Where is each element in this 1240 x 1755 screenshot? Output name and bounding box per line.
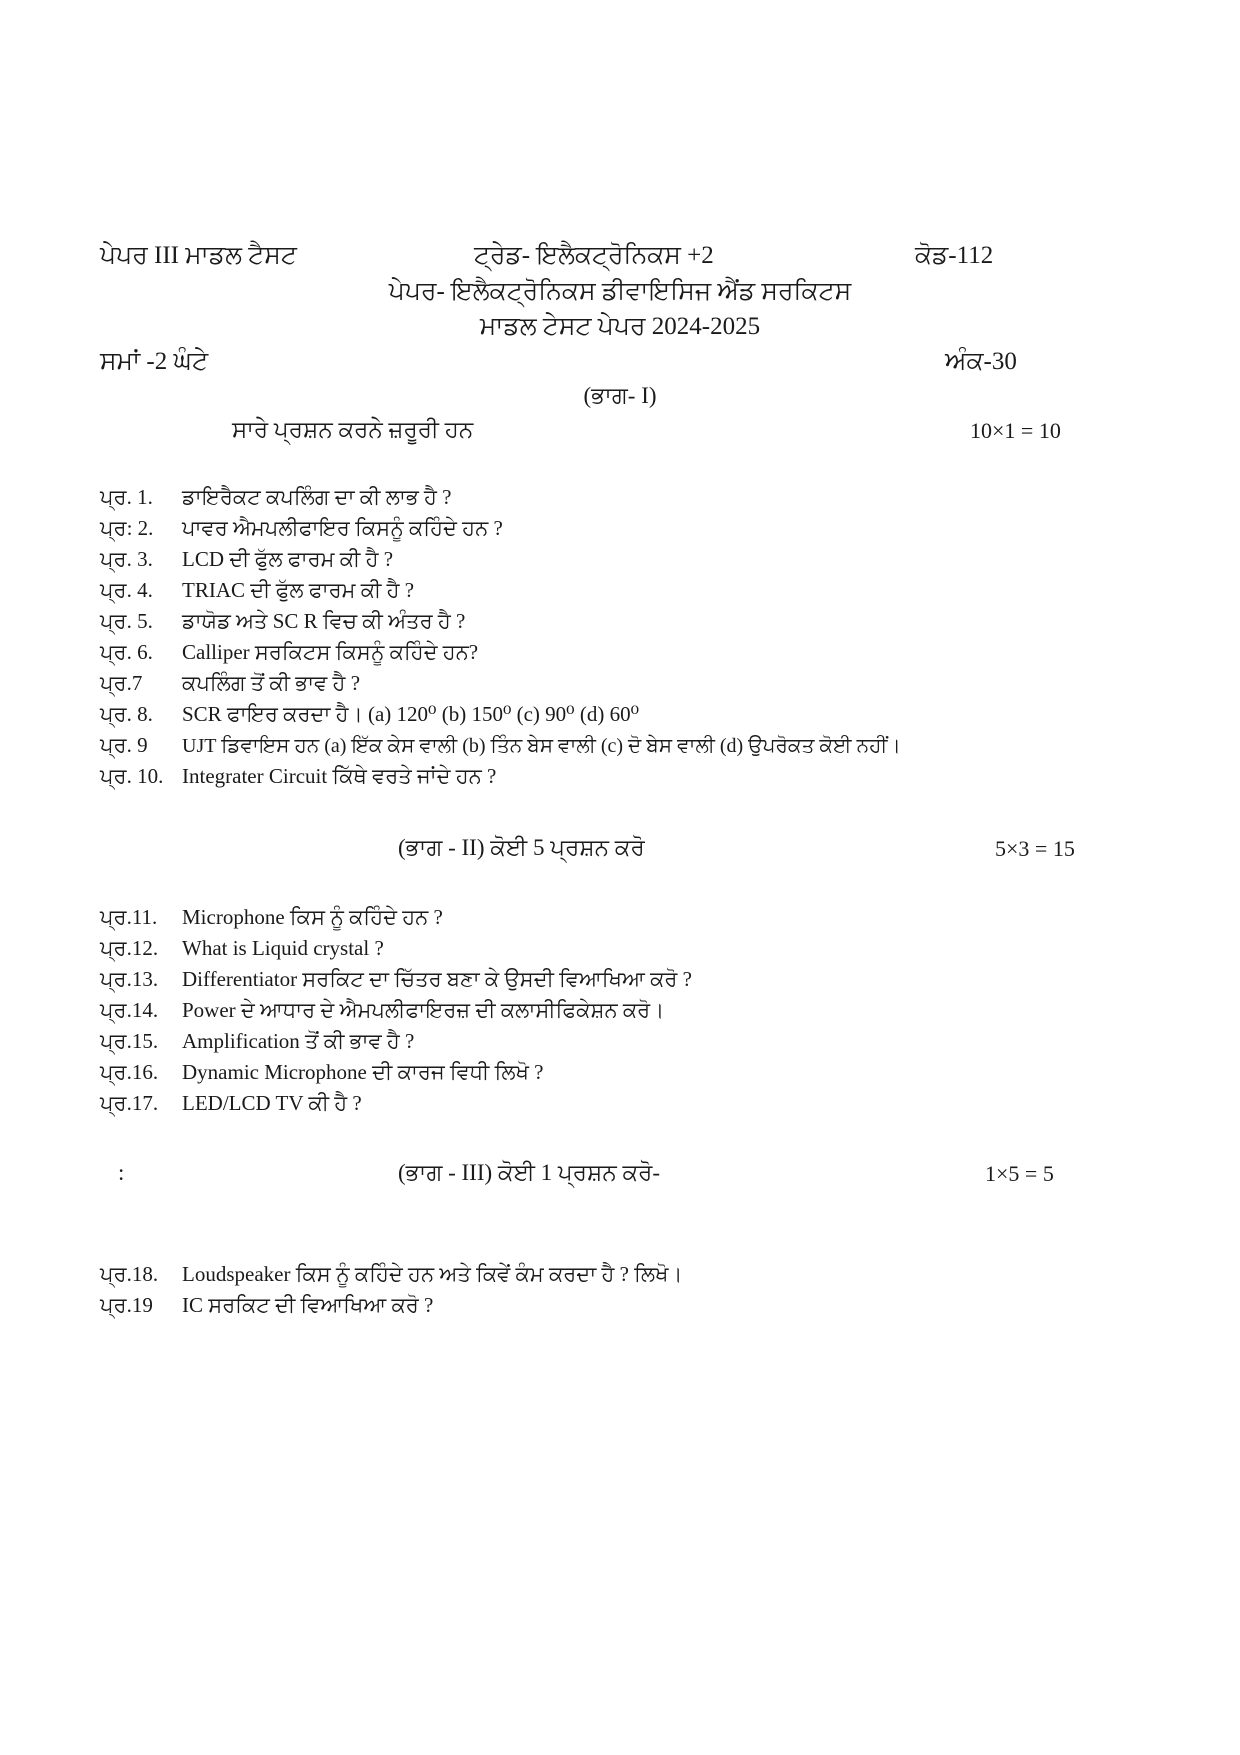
question-17 xyxy=(100,1091,362,1119)
question-number: ਪ੍ਰ.17. xyxy=(100,1091,159,1115)
part1-marks: 10×1 = 10 xyxy=(970,418,1061,443)
question-4 xyxy=(100,578,414,606)
question-number: ਪ੍ਰ.7 xyxy=(100,671,143,695)
question-number: ਪ੍ਰ.11. xyxy=(100,905,158,929)
question-number: ਪ੍ਰ.13. xyxy=(100,967,159,991)
question-18 xyxy=(100,1262,683,1290)
question-3 xyxy=(100,547,393,575)
question-number: ਪ੍ਰ. 3. xyxy=(100,547,153,571)
question-12 xyxy=(100,936,384,964)
question-text: Calliper ਸਰਕਿਟਸ ਕਿਸਨੂੰ ਕਹਿੰਦੇ ਹਨ? xyxy=(182,640,479,664)
question-number: ਪ੍ਰ.14. xyxy=(100,998,159,1022)
question-number: ਪ੍ਰ: 2. xyxy=(100,516,154,540)
part2-title: (ਭਾਗ - II) ਕੋਈ 5 ਪ੍ਰਸ਼ਨ ਕਰੋ xyxy=(398,835,645,860)
question-number: ਪ੍ਰ.16. xyxy=(100,1060,159,1084)
question-11 xyxy=(100,905,443,933)
total-marks: ਅੰਕ-30 xyxy=(945,348,1017,375)
question-7 xyxy=(100,671,360,699)
question-text: Microphone ਕਿਸ ਨੂੰ ਕਹਿੰਦੇ ਹਨ ? xyxy=(182,905,443,929)
part1-title: (ਭਾਗ- I) xyxy=(583,383,657,408)
question-text: What is Liquid crystal ? xyxy=(182,936,384,960)
question-9 xyxy=(100,733,901,761)
question-number: ਪ੍ਰ. 6. xyxy=(100,640,153,664)
question-text: SCR ਫਾਇਰ ਕਰਦਾ ਹੈ। (a) 120⁰ (b) 150⁰ (c) 90⁰ (d) 60⁰ xyxy=(182,702,639,726)
question-number: ਪ੍ਰ. 10. xyxy=(100,764,164,788)
question-text: ਡਾਇਰੈਕਟ ਕਪਲਿੰਗ ਦਾ ਕੀ ਲਾਭ ਹੈ ? xyxy=(182,485,452,509)
question-text: Amplification ਤੋਂ ਕੀ ਭਾਵ ਹੈ ? xyxy=(182,1029,415,1053)
question-15 xyxy=(100,1029,414,1057)
question-5 xyxy=(100,609,465,637)
question-19 xyxy=(100,1293,433,1321)
question-6 xyxy=(100,640,478,668)
question-text: LCD ਦੀ ਫੁੱਲ ਫਾਰਮ ਕੀ ਹੈ ? xyxy=(182,547,394,571)
question-1 xyxy=(100,485,452,513)
question-10 xyxy=(100,764,496,792)
question-text: Loudspeaker ਕਿਸ ਨੂੰ ਕਹਿੰਦੇ ਹਨ ਅਤੇ ਕਿਵੇਂ ਕੰਮ ਕਰਦਾ ਹੈ ? ਲਿਖੋ। xyxy=(182,1262,683,1286)
time-label: ਸਮਾਂ -2 ਘੰਟੇ xyxy=(100,348,209,375)
part3-marks: 1×5 = 5 xyxy=(985,1161,1054,1186)
paper-label: ਪੇਪਰ III ਮਾਡਲ ਟੈਸਟ xyxy=(100,242,297,269)
part3-title: (ਭਾਗ - III) ਕੋਈ 1 ਪ੍ਰਸ਼ਨ ਕਰੋ- xyxy=(398,1160,661,1185)
question-number: ਪ੍ਰ.15. xyxy=(100,1029,159,1053)
question-text: ਡਾਯੋਡ ਅਤੇ SC R ਵਿਚ ਕੀ ਅੰਤਰ ਹੈ ? xyxy=(182,609,466,633)
test-title: ਮਾਡਲ ਟੇਸਟ ਪੇਪਰ 2024-2025 xyxy=(479,313,761,340)
code-label: ਕੋਡ-112 xyxy=(915,242,994,269)
question-text: TRIAC ਦੀ ਫੁੱਲ ਫਾਰਮ ਕੀ ਹੈ ? xyxy=(182,578,415,602)
part3-colon: : xyxy=(118,1160,125,1185)
question-text: Power ਦੇ ਆਧਾਰ ਦੇ ਐਮਪਲੀਫਾਇਰਜ਼ ਦੀ ਕਲਾਸੀਫਿਕੇਸ਼ਨ ਕਰੋ। xyxy=(182,998,665,1022)
question-text: Dynamic Microphone ਦੀ ਕਾਰਜ ਵਿਧੀ ਲਿਖੋ ? xyxy=(182,1060,544,1084)
question-number: ਪ੍ਰ.18. xyxy=(100,1262,159,1286)
question-number: ਪ੍ਰ. 4. xyxy=(100,578,153,602)
question-number: ਪ੍ਰ.12. xyxy=(100,936,159,960)
question-number: ਪ੍ਰ. 8. xyxy=(100,702,153,726)
question-number: ਪ੍ਰ. 9 xyxy=(100,733,148,757)
question-number: ਪ੍ਰ. 1. xyxy=(100,485,153,509)
part2-marks: 5×3 = 15 xyxy=(995,836,1075,861)
question-text: IC ਸਰਕਿਟ ਦੀ ਵਿਆਖਿਆ ਕਰੋ ? xyxy=(182,1293,434,1317)
part1-instruction: ਸਾਰੇ ਪ੍ਰਸ਼ਨ ਕਰਨੇ ਜ਼ਰੂਰੀ ਹਨ xyxy=(232,417,474,442)
question-14 xyxy=(100,998,664,1026)
question-text: Differentiator ਸਰਕਿਟ ਦਾ ਚਿੱਤਰ ਬਣਾ ਕੇ ਉਸਦੀ ਵਿਆਖਿਆ ਕਰੋ ? xyxy=(182,967,692,991)
question-text: LED/LCD TV ਕੀ ਹੈ ? xyxy=(182,1091,362,1115)
question-text: UJT ਡਿਵਾਇਸ ਹਨ (a) ਇੱਕ ਕੇਸ ਵਾਲੀ (b) ਤਿੰਨ ਬੇਸ ਵਾਲੀ (c) ਦੋ ਬੇਸ ਵਾਲੀ (d) ਉਪਰੋਕਤ ਕੋਈ ਨਹੀਂ। xyxy=(182,735,901,757)
question-13 xyxy=(100,967,692,995)
paper-title: ਪੇਪਰ- ਇਲੈਕਟ੍ਰੋਨਿਕਸ ਡੀਵਾਇਸਿਜ ਐਂਡ ਸਰਕਿਟਸ xyxy=(388,278,852,305)
trade-label: ਟ੍ਰੇਡ- ਇਲੈਕਟ੍ਰੋਨਿਕਸ +2 xyxy=(474,242,714,269)
question-text: ਕਪਲਿੰਗ ਤੋਂ ਕੀ ਭਾਵ ਹੈ ? xyxy=(182,671,361,695)
question-number: ਪ੍ਰ.19 xyxy=(100,1293,153,1317)
question-text: ਪਾਵਰ ਐਮਪਲੀਫਾਇਰ ਕਿਸਨੂੰ ਕਹਿੰਦੇ ਹਨ ? xyxy=(182,516,503,540)
question-16 xyxy=(100,1060,543,1088)
question-text: Integrater Circuit ਕਿੱਥੇ ਵਰਤੇ ਜਾਂਦੇ ਹਨ ? xyxy=(182,764,497,788)
question-number: ਪ੍ਰ. 5. xyxy=(100,609,153,633)
question-2 xyxy=(100,516,503,544)
question-8 xyxy=(100,702,639,730)
